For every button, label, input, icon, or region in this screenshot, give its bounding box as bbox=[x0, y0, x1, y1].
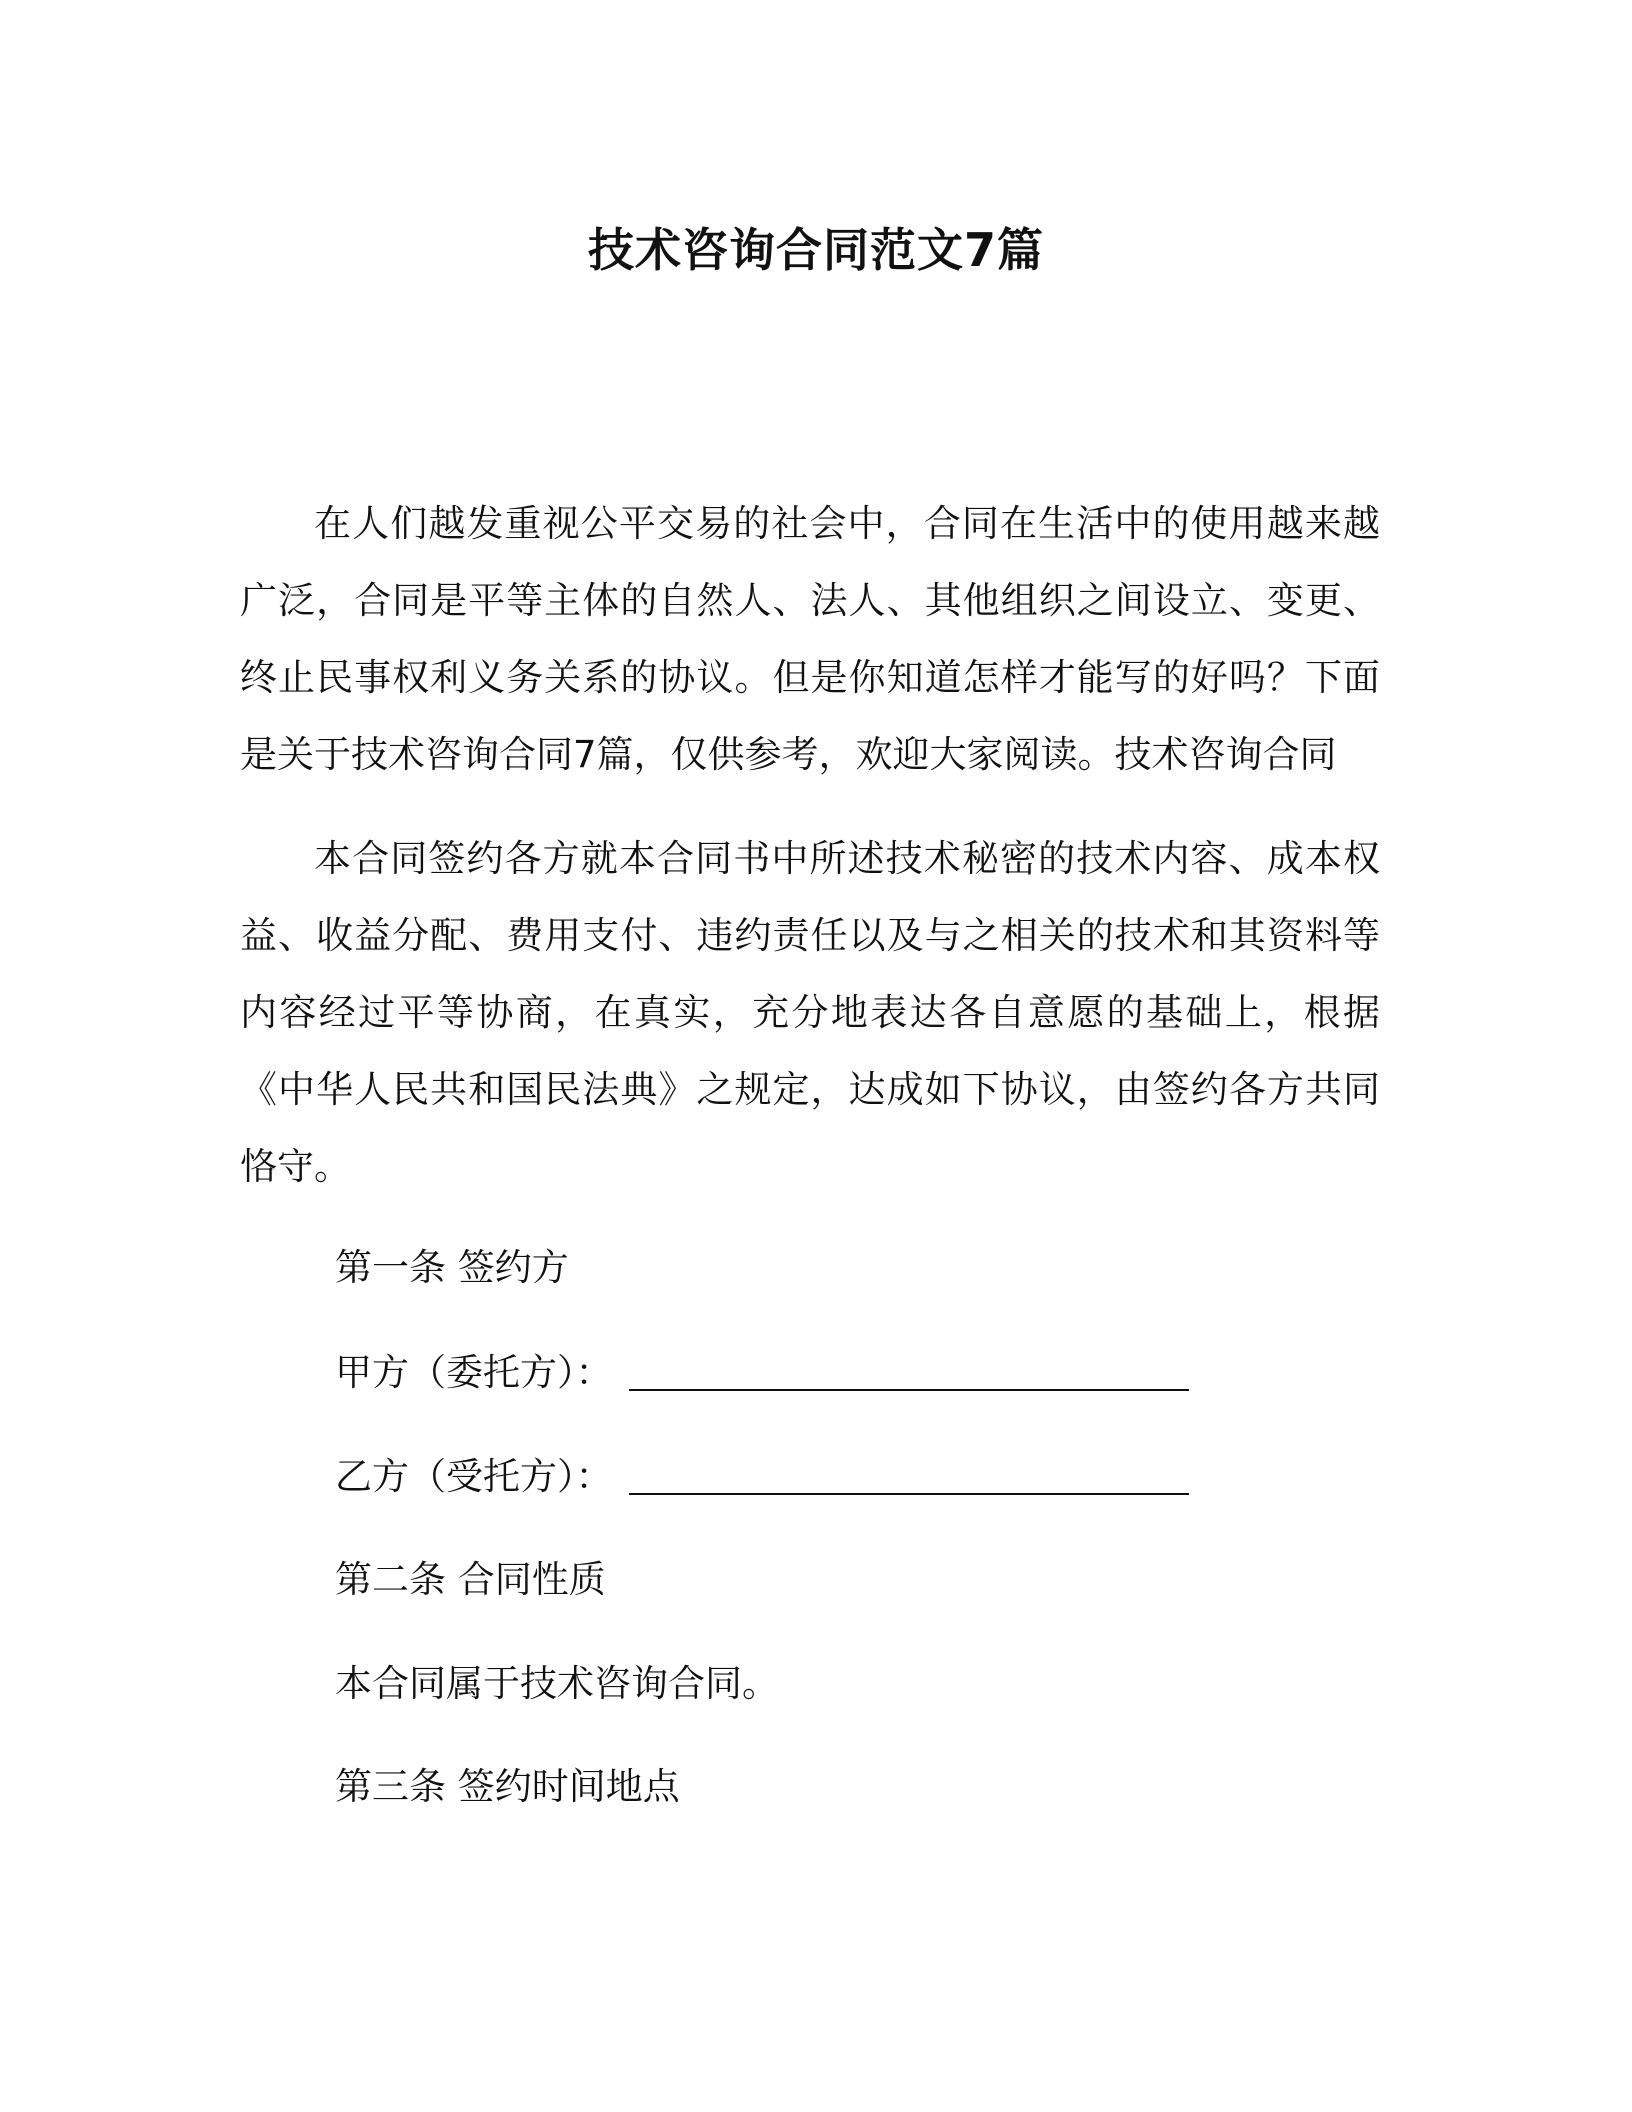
party-b-line bbox=[335, 1447, 1385, 1507]
article-2-heading: 第二条 合同性质 bbox=[335, 1558, 606, 1601]
party-b-blank bbox=[629, 1453, 1189, 1495]
party-a-line bbox=[335, 1343, 1385, 1403]
article-3-heading: 第三条 签约时间地点 bbox=[335, 1765, 680, 1808]
party-a-blank bbox=[629, 1349, 1189, 1391]
party-a-label: 甲方（委托方）： bbox=[335, 1351, 613, 1394]
article-2-body: 本合同属于技术咨询合同。 bbox=[335, 1662, 779, 1705]
document-title: 技术咨询合同范文7篇 bbox=[587, 223, 1044, 277]
party-b-label: 乙方（受托方）： bbox=[335, 1455, 613, 1498]
intro-paragraph: 在人们越发重视公平交易的社会中，合同在生活中的使用越来越广泛，合同是平等主体的自然人、法人、其他组织之间设立、变更、终止民事权利义务关系的协议。但是你知道怎样才能写的好吗？下面是关于技术咨询合同7篇，仅供参考，欢迎大家阅读。技术咨询合同 bbox=[240, 502, 1380, 776]
article-1-heading: 第一条 签约方 bbox=[335, 1246, 569, 1289]
preamble-paragraph: 本合同签约各方就本合同书中所述技术秘密的技术内容、成本权益、收益分配、费用支付、违约责任以及与之相关的技术和其资料等内容经过平等协商，在真实，充分地表达各自意愿的基础上，根据《中华人民共和国民法典》之规定，达成如下协议，由签约各方共同恪守。 bbox=[240, 837, 1380, 1188]
